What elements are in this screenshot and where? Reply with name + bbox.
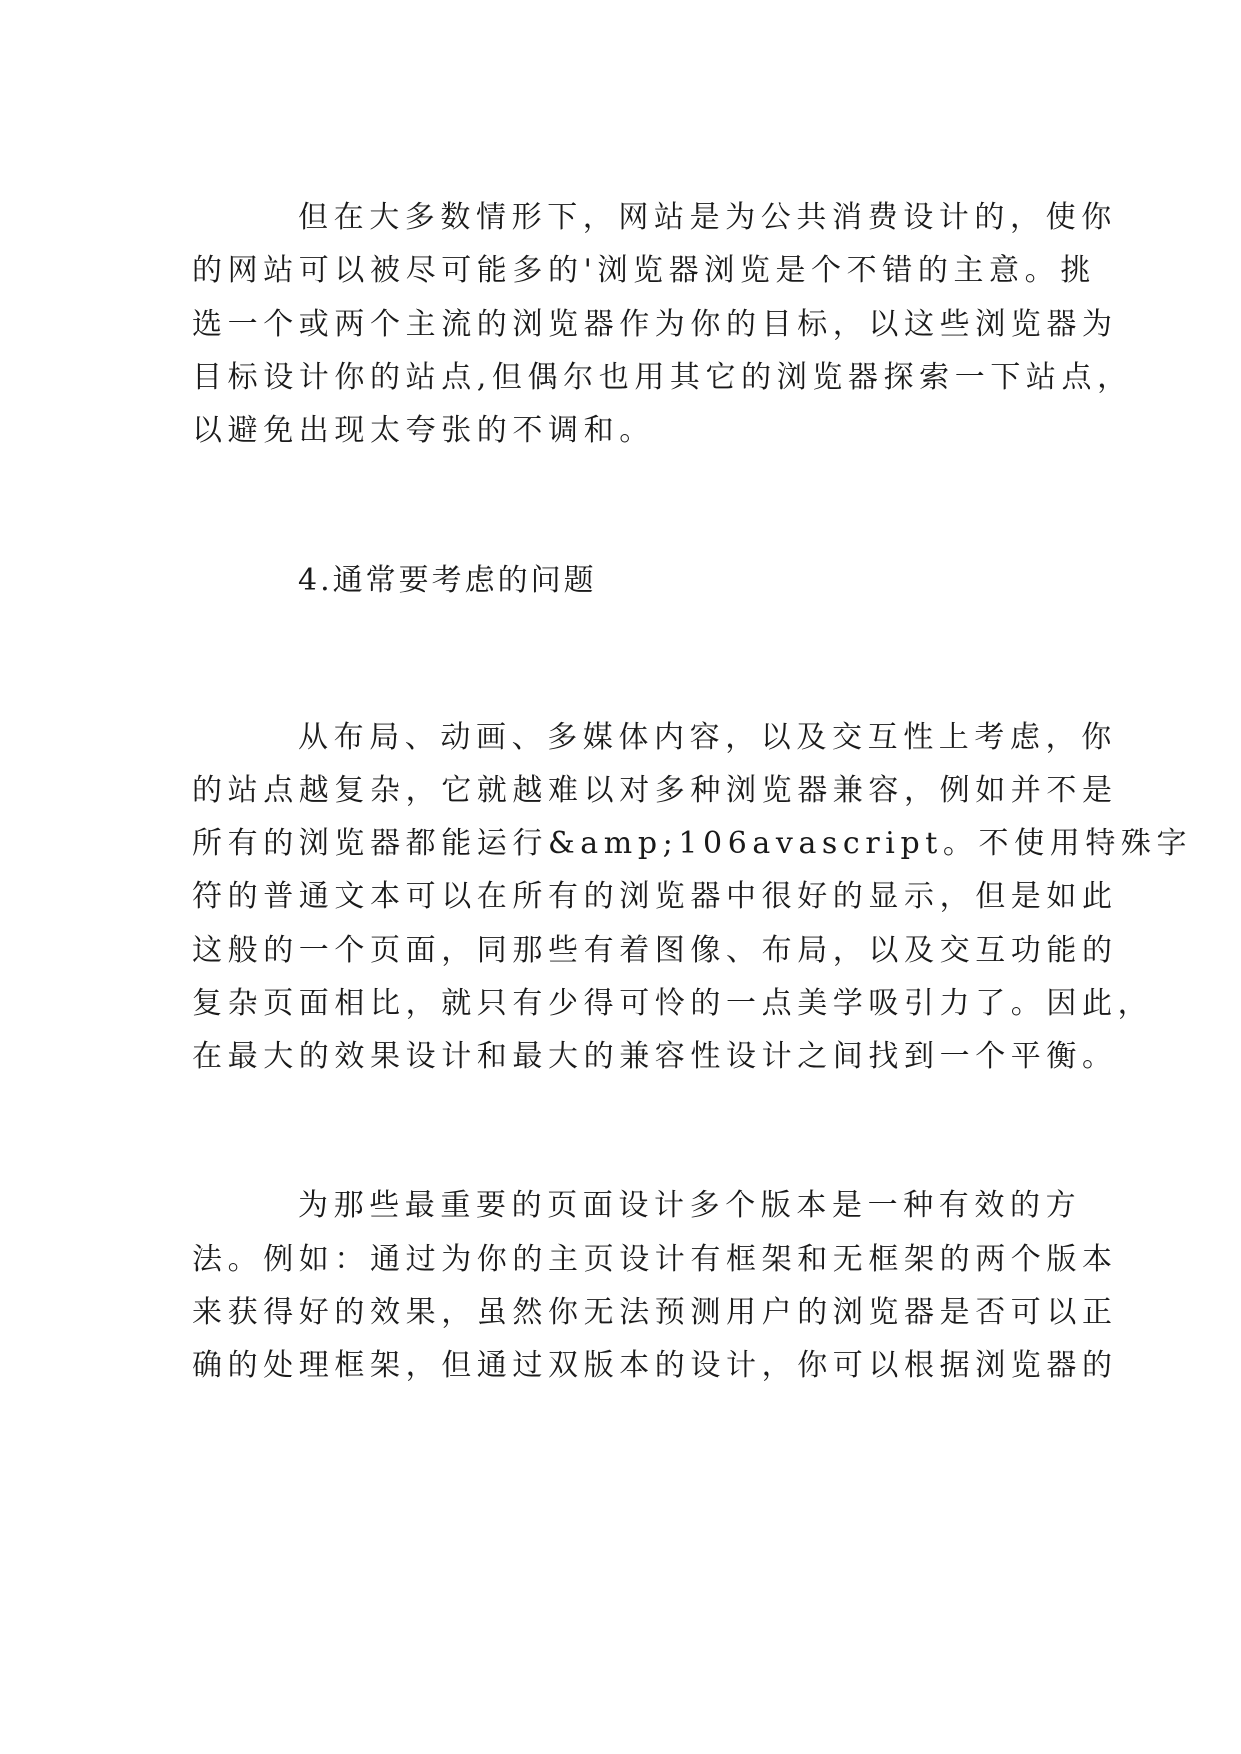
paragraph-1-line-3: 选一个或两个主流的浏览器作为你的目标，以这些浏览器为 — [192, 307, 1118, 342]
paragraph-3-line-4: 确的处理框架，但通过双版本的设计，你可以根据浏览器的 — [192, 1348, 1118, 1383]
paragraph-1-line-2: 的网站可以被尽可能多的'浏览器浏览是个不错的主意。挑 — [192, 253, 1096, 288]
paragraph-2-line-1: 从布局、动画、多媒体内容，以及交互性上考虑，你 — [298, 720, 1117, 755]
paragraph-1-line-4: 目标设计你的站点,但偶尔也用其它的浏览器探索一下站点， — [192, 360, 1133, 395]
paragraph-3-line-3: 来获得好的效果，虽然你无法预测用户的浏览器是否可以正 — [192, 1295, 1118, 1330]
paragraph-2-line-4: 符的普通文本可以在所有的浏览器中很好的显示，但是如此 — [192, 879, 1118, 914]
section-heading: 4.通常要考虑的问题 — [298, 563, 597, 598]
paragraph-3-line-2: 法。例如：通过为你的主页设计有框架和无框架的两个版本 — [192, 1242, 1118, 1277]
paragraph-3-line-1: 为那些最重要的页面设计多个版本是一种有效的方 — [298, 1188, 1082, 1223]
paragraph-2-line-7: 在最大的效果设计和最大的兼容性设计之间找到一个平衡。 — [192, 1039, 1118, 1074]
paragraph-2-line-3: 所有的浏览器都能运行&amp;106avascript。不使用特殊字 — [192, 826, 1193, 861]
paragraph-2-line-6: 复杂页面相比，就只有少得可怜的一点美学吸引力了。因此， — [192, 986, 1154, 1021]
paragraph-2-line-2: 的站点越复杂，它就越难以对多种浏览器兼容，例如并不是 — [192, 773, 1118, 808]
paragraph-2-line-5: 这般的一个页面，同那些有着图像、布局，以及交互功能的 — [192, 933, 1118, 968]
paragraph-1-line-1: 但在大多数情形下，网站是为公共消费设计的，使你 — [298, 200, 1117, 235]
paragraph-1-line-5: 以避免出现太夸张的不调和。 — [192, 413, 655, 448]
